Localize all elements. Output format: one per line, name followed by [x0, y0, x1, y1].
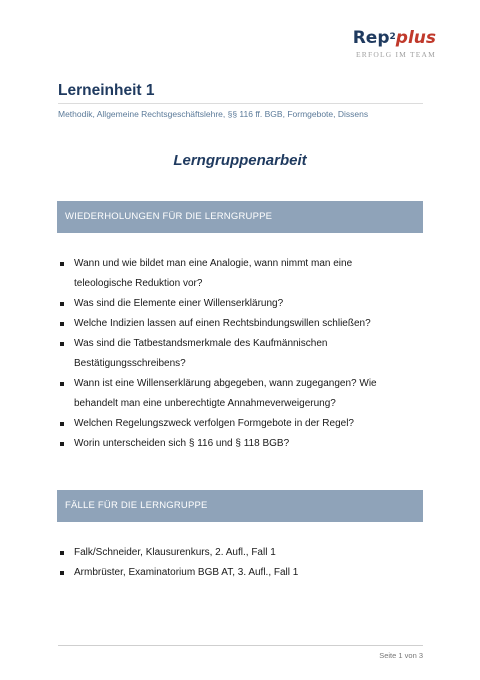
logo-tagline: ERFOLG IM TEAM	[356, 50, 436, 59]
list-item: Wann ist eine Willenserklärung abgegeben, wann zugegangen? Wie behandelt man eine unberechtigte Annahmeverweigerung?	[58, 374, 388, 414]
repetition-question-list	[58, 254, 388, 454]
logo-wordmark	[353, 28, 436, 48]
page-number: Seite 1 von 3	[379, 651, 423, 660]
list-item: Welchen Regelungszweck verfolgen Formgebote in der Regel?	[58, 414, 388, 434]
section-header-repetitions: WIEDERHOLUNGEN FÜR DIE LERNGRUPPE	[57, 201, 423, 233]
list-item: Was sind die Elemente einer Willenserklärung?	[58, 294, 388, 314]
list-item: Armbrüster, Examinatorium BGB AT, 3. Aufl., Fall 1	[58, 563, 388, 583]
page-heading: Lerngruppenarbeit	[173, 152, 307, 169]
unit-subtitle: Methodik, Allgemeine Rechtsgeschäftslehre, §§ 116 ff. BGB, Formgebote, Dissens	[58, 109, 369, 119]
logo-superscript: 2	[389, 32, 396, 42]
list-item: Falk/Schneider, Klausurenkurs, 2. Aufl., Fall 1	[58, 543, 388, 563]
footer-divider	[58, 645, 423, 646]
title-divider	[58, 103, 423, 104]
list-item: Worin unterscheiden sich § 116 und § 118 BGB?	[58, 434, 388, 454]
list-item: Wann und wie bildet man eine Analogie, wann nimmt man eine teleologische Reduktion vor?	[58, 254, 388, 294]
rep2plus-logo	[353, 28, 436, 59]
list-item: Was sind die Tatbestandsmerkmale des Kaufmännischen Bestätigungsschreibens?	[58, 334, 388, 374]
case-list	[58, 543, 388, 583]
list-item: Welche Indizien lassen auf einen Rechtsbindungswillen schließen?	[58, 314, 388, 334]
section-header-cases: FÄLLE FÜR DIE LERNGRUPPE	[57, 490, 423, 522]
logo-brand: Rep	[352, 28, 390, 48]
logo-accent: plus	[395, 28, 436, 48]
unit-title: Lerneinheit 1	[58, 82, 155, 99]
